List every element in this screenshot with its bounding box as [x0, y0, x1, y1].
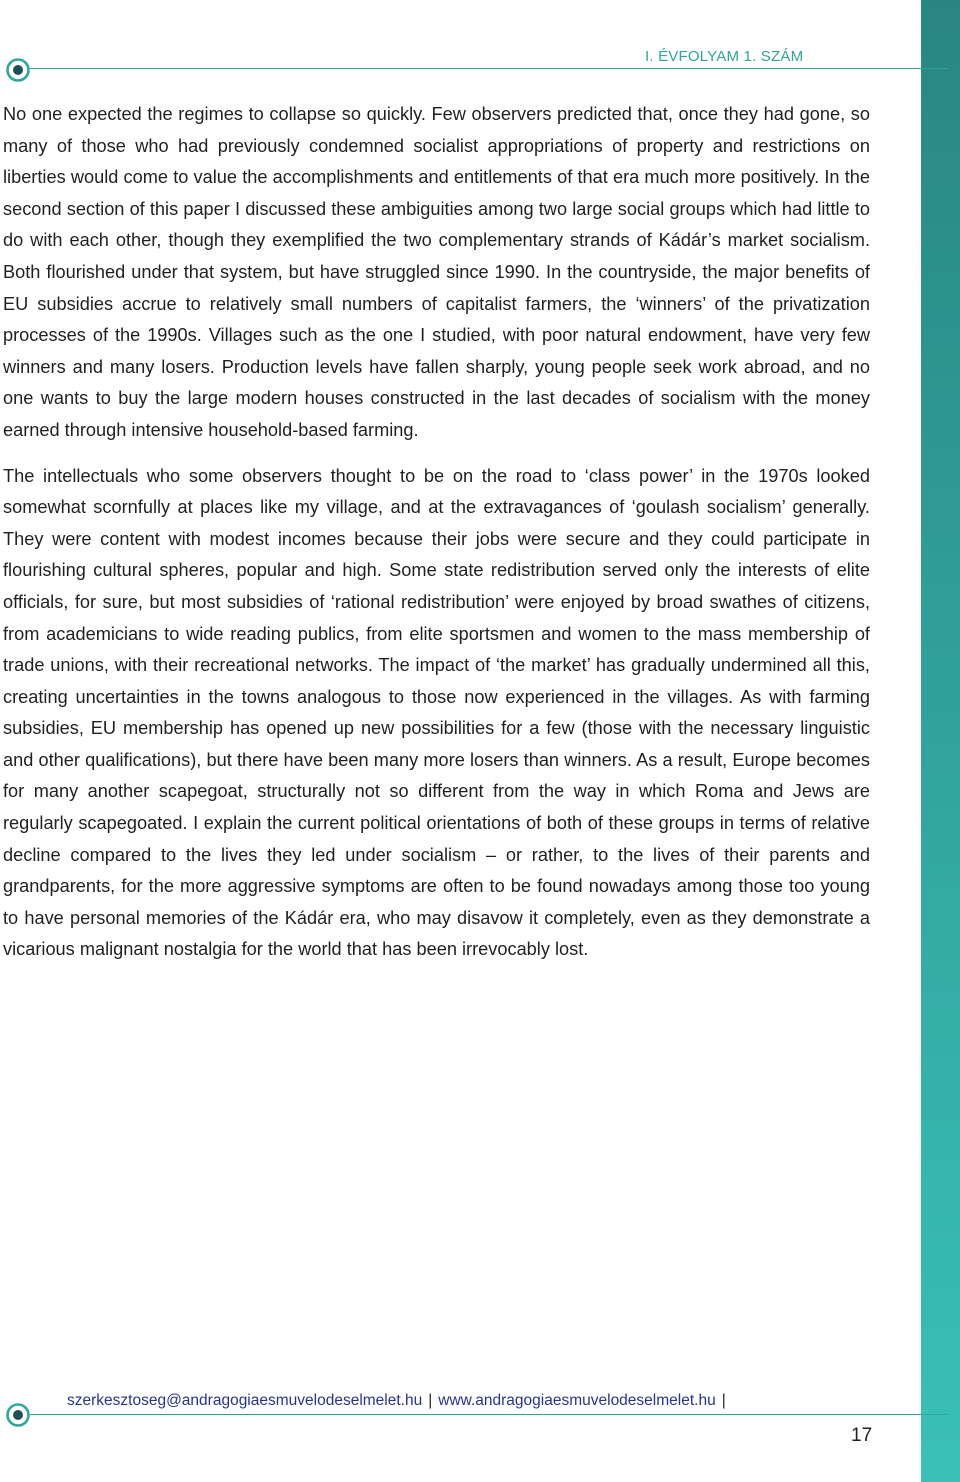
header-rule [30, 68, 948, 69]
issue-label: I. ÉVFOLYAM 1. SZÁM [645, 48, 804, 65]
target-circle-icon [6, 1403, 30, 1427]
email-link[interactable]: szerkesztoseg@andragogiaesmuvelodeselmelet.hu [67, 1392, 423, 1409]
footer-rule [30, 1414, 948, 1415]
side-color-band [921, 0, 960, 1482]
footer-separator: | [721, 1392, 726, 1409]
article-body [3, 99, 870, 980]
paragraph: No one expected the regimes to collapse so quickly. Few observers predicted that, once they had gone, so many of those who had previously condemned socialist appropriations of property and restrictions on liberties would come to value the accomplishments and entitlements of that era much more positively. In the second section of this paper I discussed these ambiguities among two large social groups which had little to do with each other, though they exemplified the two complementary strands of Kádár’s market socialism. Both flourished under that system, but have struggled since 1990. In the countryside, the major benefits of EU subsidies accrue to relatively small numbers of capitalist farmers, the ‘winners’ of the privatization processes of the 1990s. Villages such as the one I studied, with poor natural endowment, have very few winners and many losers. Production levels have fallen sharply, young people seek work abroad, and no one wants to buy the large modern houses constructed in the last decades of socialism with the money earned through intensive household-based farming. [3, 104, 870, 440]
target-circle-icon [6, 58, 30, 82]
footer-separator: | [428, 1392, 433, 1409]
footer-links [67, 1392, 732, 1410]
paragraph: The intellectuals who some observers thought to be on the road to ‘class power’ in the 1970s looked somewhat scornfully at places like my village, and at the extravagances of ‘goulash socialism’ generally. They were content with modest incomes because their jobs were secure and they could participate in flourishing cultural spheres, popular and high. Some state redistribution served only the interests of elite officials, for sure, but most subsidies of ‘rational redistribution’ were enjoyed by broad swathes of citizens, from academicians to wide reading publics, from elite sportsmen and women to the mass membership of trade unions, with their recreational networks. The impact of ‘the market’ has gradually undermined all this, creating uncertainties in the towns analogous to those now experienced in the villages. As with farming subsidies, EU membership has opened up new possibilities for a few (those with the necessary linguistic and other qualifications), but there have been many more losers than winners. As a result, Europe becomes for many another scapegoat, structurally not so different from the way in which Roma and Jews are regularly scapegoated. I explain the current political orientations of both of these groups in terms of relative decline compared to the lives they led under socialism – or rather, to the lives of their parents and grandparents, for the more aggressive symptoms are often to be found nowadays among those too young to have personal memories of the Kádár era, who may disavow it completely, even as they demonstrate a vicarious malignant nostalgia for the world that has been irrevocably lost. [3, 465, 870, 960]
page-number: 17 [851, 1425, 873, 1446]
website-link[interactable]: www.andragogiaesmuvelodeselmelet.hu [438, 1392, 716, 1409]
